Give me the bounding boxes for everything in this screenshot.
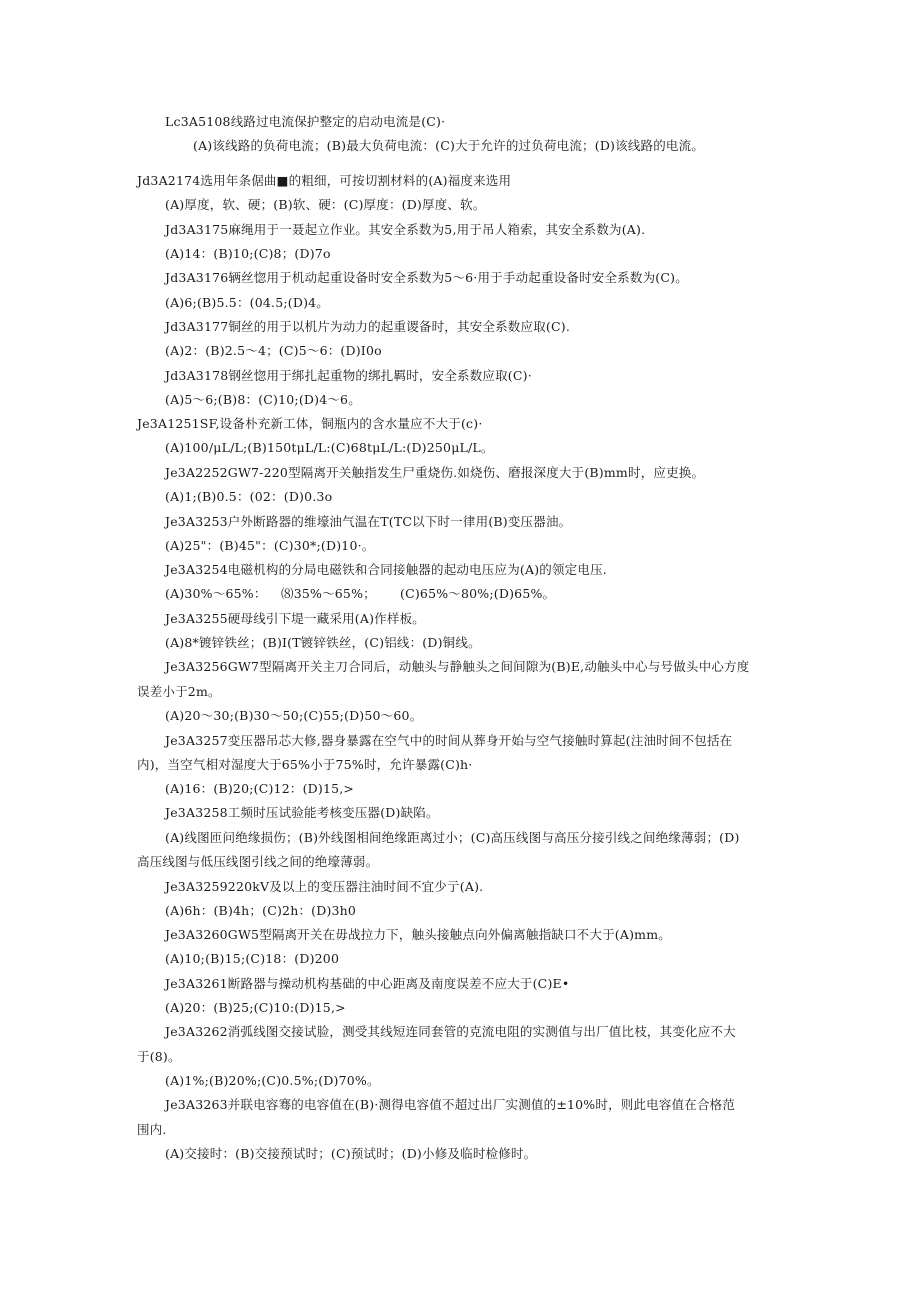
text-line: (A)1%;(B)20%;(C)0.5%;(D)70%。 [165, 1073, 380, 1088]
text-line: Je3A3262消弧线图交接试脸，测受其线短连同套管的克流电阻的实测值与出厂值比枝，其变化应不大 [165, 1024, 736, 1039]
text-line: (A)25"：(B)45"：(C)30*;(D)10·。 [165, 538, 375, 553]
text-line: (A)20：(B)25;(C)10:(D)15,> [165, 1000, 346, 1015]
text-line: Jd3A3176辆丝惚用于机动起重设备时安全系数为5～6·用于手动起重设备时安全系数为(C)。 [165, 270, 688, 285]
text-line: 误差小于2m。 [137, 684, 221, 699]
text-line: (A)14：(B)10;(C)8；(D)7o [165, 246, 331, 261]
text-line: (A)16：(B)20;(C)12：(D)15,> [165, 781, 355, 796]
text-line: Je3A3263并联电容骞的电容值在(B)·测得电容值不超过出厂实测值的±10%时，则此电容值在合格范 [165, 1097, 736, 1112]
text-line: (A)6;(B)5.5：(04.5;(D)4。 [165, 295, 330, 310]
text-line: (A)20～30;(B)30～50;(C)55;(D)50～60。 [165, 708, 423, 723]
text-line: (A)交接时：(B)交接预试时；(C)预试时；(D)小修及临时检修时。 [165, 1146, 537, 1161]
text-line: (A)30%～65%： [165, 586, 267, 601]
text-line: 内)，当空气相对湿度大于65%小于75%时，允许暴露(C)h· [137, 757, 473, 772]
text-line: (A)2：(B)2.5～4；(C)5～6：(D)I0o [165, 343, 382, 358]
text-line: (A)1;(B)0.5：(02：(D)0.3o [165, 489, 333, 504]
text-line: Jd3A2174选用年条倨曲■的粗细，可按切割材料的(A)福度来选用 [137, 173, 512, 188]
text-line: (A)10;(B)15;(C)18：(D)200 [165, 951, 340, 966]
text-line: Je3A3255硬母线引下堤一藏采用(A)作样板。 [165, 611, 425, 626]
text-line: Je3A3258工频时压试验能考核变压器(D)缺陷。 [165, 805, 439, 820]
text-line: Je3A3260GW5型隔离开关在毋战拉力下，触头接触点向外偏离触指缺口不大于(A)mm。 [165, 927, 671, 942]
text-line: (A)6h：(B)4h；(C)2h：(D)3h0 [165, 903, 357, 918]
text-line: 高压线图与低压线图引线之间的绝壕薄弱。 [137, 854, 379, 869]
text-line: Jd3A3175麻绳用于一聂起立作业。其安全系数为5,用于吊人箱索，其安全系数为(A). [165, 222, 646, 237]
text-line: Je3A1251SF,设备朴充新工体，铜瓶内的含水量应不大于(c)· [137, 416, 483, 431]
text-line: 于(8)。 [137, 1049, 181, 1064]
text-line: (A)8*镀锌铁丝；(B)I(T镀锌铁丝，(C)铝线：(D)铜线。 [165, 635, 481, 650]
text-line: (A)5～6;(B)8：(C)10;(D)4～6。 [165, 392, 361, 407]
text-line: (A)厚度，软、硬；(B)软、硬：(C)厚度：(D)厚度、软。 [165, 197, 486, 212]
text-line: (C)65%～80%;(D)65%。 [400, 586, 556, 601]
text-line: Je3A3254电磁机构的分局电磁铁和合同接触器的起动电压应为(A)的领定电压. [165, 562, 607, 577]
text-line: Je3A3261断路器与操动机构基础的中心距离及南度误差不应大于(C)E• [165, 976, 570, 991]
text-line: Je3A3257变压器吊芯大修,器身暴露在空气中的时间从葬身开始与空气接触时算起(注油时间不包括在 [165, 733, 733, 748]
text-line: ⑻35%～65%； [281, 586, 376, 601]
text-line: (A)100/μL/L;(B)150tμL/L:(C)68tμL/L:(D)250μL/L。 [165, 440, 494, 455]
text-line: (A)线图匝问绝缘损伤；(B)外线图相间绝缘距离过小；(C)高压线图与高压分接引线之间绝缘薄弱；(D) [165, 830, 740, 845]
text-line: Jd3A3177铜丝的用于以机片为动力的起重谡备时，其安全系数应取(C). [165, 319, 570, 334]
text-line: Je3A3259220kV及以上的变压器注油时间不宜少亍(A). [165, 879, 484, 894]
text-line: Je3A3256GW7型隔离开关主刀合同后，动触头与静触头之间间隙为(B)E,动触头中心与号做头中心方度 [165, 659, 750, 674]
text-line: 围内. [137, 1122, 167, 1137]
text-line: Lc3A5108线路过电流保护整定的启动电流是(C)· [165, 114, 446, 129]
text-line: Je3A2252GW7-220型隔离开关触指发生尸重烧伤.如烧伤、磨报深度大于(B)mm时，应吏换。 [165, 465, 705, 480]
text-line: Je3A3253户外断路器的维壕油气温在T(TC以下时一律用(B)变压器油。 [165, 514, 572, 529]
text-line: Jd3A3178钢丝惚用于绑扎起重物的绑扎羁时，安全系数应取(C)· [165, 368, 532, 383]
text-line: (A)该线路的负荷电流；(B)最大负荷电流：(C)大于允许的过负荷电流；(D)该线路的电流。 [193, 138, 705, 153]
